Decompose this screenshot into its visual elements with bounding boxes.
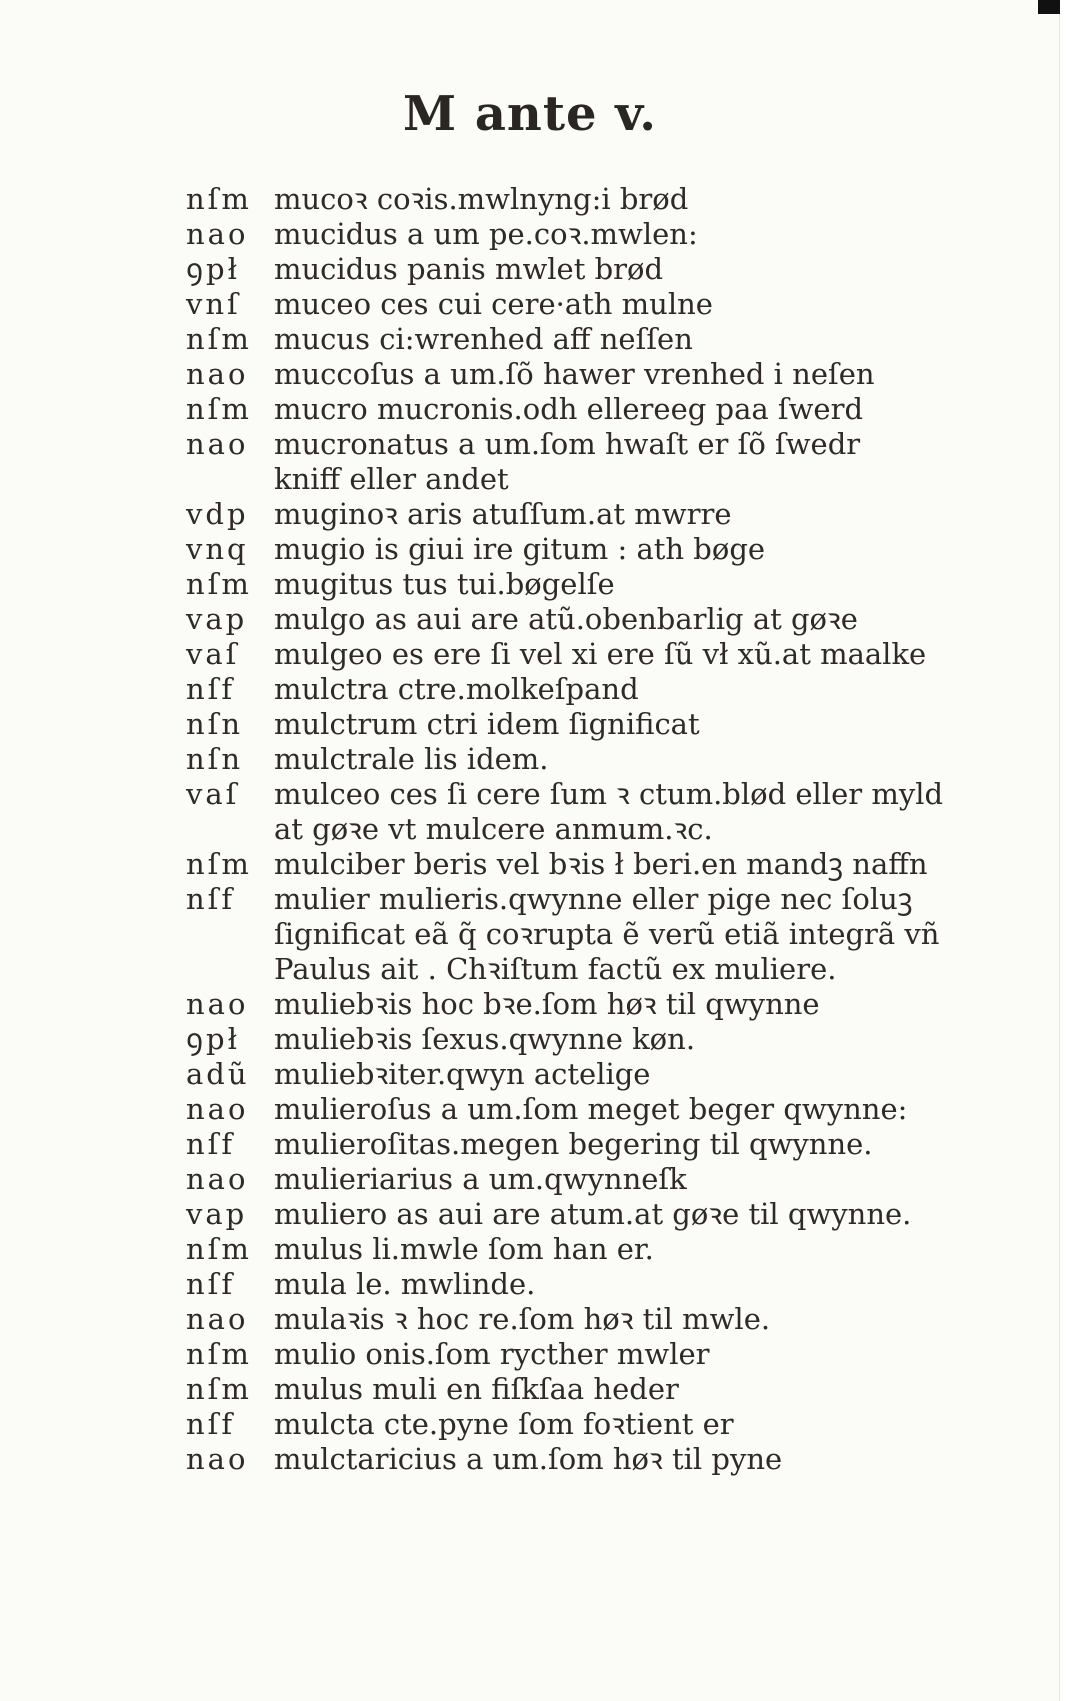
grammar-code: nſf [186,1127,236,1161]
grammar-code: nſf [186,672,236,706]
dictionary-entry [186,1057,946,1092]
page-header: M ante v. [402,86,658,142]
dictionary-entry [186,987,946,1022]
entry-text: kniff eller andet [274,462,509,496]
dictionary-entry [186,497,946,532]
dictionary-entry [186,287,946,322]
grammar-code: vnq [186,532,249,566]
dictionary-entry [186,1372,946,1407]
grammar-code: nao [186,1162,249,1196]
grammar-code: vaſ [186,637,240,671]
dictionary-entry [186,1302,946,1337]
entry-continuation-line [186,812,946,847]
entry-continuation-line [186,952,946,987]
entry-text: muliebꝛis ſexus.qwynne køn. [274,1022,696,1056]
entry-text: muliebꝛiter.qwyn actelige [274,1057,651,1091]
dictionary-entry [186,392,946,427]
scan-edge-mark [1038,0,1060,14]
entry-text: mulier mulieris.qwynne eller pige nec ſoluꝫ [274,882,913,916]
entry-text: mucronatus a um.ſom hwaſt er ſõ ſwedr [274,427,861,461]
grammar-code: nao [186,427,249,461]
dictionary-entry [186,1197,946,1232]
grammar-code: nſn [186,742,244,776]
dictionary-entry [186,1022,946,1057]
grammar-code: vap [186,1197,248,1231]
entry-text: mulgeo es ere ſi vel xi ere ſũ vł xũ.at maalke [274,637,927,671]
grammar-code: vnſ [186,287,241,321]
dictionary-entry [186,427,946,462]
entry-text: mulgo as aui are atũ.obenbarlig at gøꝛe [274,602,858,636]
entry-text: mucidus a um pe.coꝛ.mwlen: [274,217,698,251]
entry-text: mulctaricius a um.ſom høꝛ til pyne [274,1442,783,1476]
dictionary-entry [186,322,946,357]
grammar-code: nao [186,987,249,1021]
dictionary-entry [186,882,946,917]
entry-text: mulus muli en fiſkſaa heder [274,1372,679,1406]
grammar-code: adũ [186,1057,250,1091]
grammar-code: vdp [186,497,249,531]
dictionary-entry [186,1162,946,1197]
grammar-code: nſm [186,182,252,216]
entry-text: muliebꝛis hoc bꝛe.ſom høꝛ til qwynne [274,987,820,1021]
dictionary-entry [186,637,946,672]
entry-text: muccoſus a um.ſõ hawer vrenhed i neſen [274,357,875,391]
grammar-code: ꝯpł [186,1022,240,1056]
entry-text: mucro mucronis.odh ellereeg paa ſwerd [274,392,864,426]
entry-text: muceo ces cui cere·ath mulne [274,287,713,321]
grammar-code: nao [186,1092,249,1126]
grammar-code: vaſ [186,777,240,811]
entry-text: mucidus panis mwlet brød [274,252,664,286]
dictionary-entry [186,1267,946,1302]
entry-text: mugitus tus tui.bøgelſe [274,567,615,601]
entry-text: ſignificat eã q̃ coꝛrupta ẽ verũ etiã integrã vñ [274,917,940,951]
entry-text: muliero as aui are atum.at gøꝛe til qwynne. [274,1197,912,1231]
dictionary-entry [186,777,946,812]
grammar-code: nſm [186,1337,252,1371]
grammar-code: nſf [186,1267,236,1301]
entry-text: mula le. mwlinde. [274,1267,536,1301]
entry-text: mucoꝛ coꝛis.mwlnyng:i brød [274,182,689,216]
dictionary-entry [186,252,946,287]
grammar-code: nſf [186,882,236,916]
dictionary-entry [186,1407,946,1442]
dictionary-entry [186,1127,946,1162]
grammar-code: nao [186,1442,249,1476]
grammar-code: nſf [186,1407,236,1441]
dictionary-entry [186,567,946,602]
entry-text: Paulus ait . Chꝛiſtum factũ ex muliere. [274,952,837,986]
grammar-code: nſm [186,567,252,601]
entry-continuation-line [186,917,946,952]
entry-text: mulcta cte.pyne ſom foꝛtient er [274,1407,734,1441]
dictionary-entry [186,602,946,637]
grammar-code: nao [186,357,249,391]
dictionary-entry [186,1092,946,1127]
entry-continuation-line [186,462,946,497]
entry-text: at gøꝛe vt mulcere anmum.ꝛc. [274,812,713,846]
dictionary-entry [186,672,946,707]
entry-text: mulctra ctre.molkeſpand [274,672,639,706]
grammar-code: nſm [186,1232,252,1266]
entry-text: muginoꝛ aris atuſſum.at mwrre [274,497,732,531]
entry-text: mulieroſitas.megen begering til qwynne. [274,1127,873,1161]
entry-text: mucus ci:wrenhed aff neſſen [274,322,693,356]
entry-text: mulus li.mwle ſom han er. [274,1232,654,1266]
entry-text: mulctrale lis idem. [274,742,549,776]
grammar-code: nſm [186,322,252,356]
dictionary-entry [186,532,946,567]
grammar-code: ꝯpł [186,252,240,286]
entry-text: mulctrum ctri idem ſignificat [274,707,700,741]
entry-text: mulio onis.ſom rycther mwler [274,1337,710,1371]
dictionary-entry [186,1337,946,1372]
dictionary-entry [186,182,946,217]
dictionary-entry [186,357,946,392]
entry-text: mulieriarius a um.qwynneſk [274,1162,687,1196]
dictionary-entry [186,847,946,882]
grammar-code: nſm [186,847,252,881]
dictionary-entry [186,1232,946,1267]
grammar-code: nao [186,217,249,251]
dictionary-entry [186,217,946,252]
dictionary-entry [186,742,946,777]
grammar-code: nſn [186,707,244,741]
grammar-code: nſm [186,1372,252,1406]
grammar-code: nſm [186,392,252,426]
dictionary-entry [186,1442,946,1477]
entry-text: mugio is giui ire gitum : ath bøge [274,532,766,566]
dictionary-entries [186,182,946,1477]
entry-text: mulciber beris vel bꝛis ł beri.en mandꝫ naffn [274,847,928,881]
grammar-code: vap [186,602,248,636]
grammar-code: nao [186,1302,249,1336]
dictionary-entry [186,707,946,742]
entry-text: mulaꝛis ꝛ hoc re.ſom høꝛ til mwle. [274,1302,771,1336]
entry-text: mulceo ces ſi cere ſum ꝛ ctum.blød eller myld [274,777,944,811]
entry-text: mulieroſus a um.ſom meget beger qwynne: [274,1092,908,1126]
